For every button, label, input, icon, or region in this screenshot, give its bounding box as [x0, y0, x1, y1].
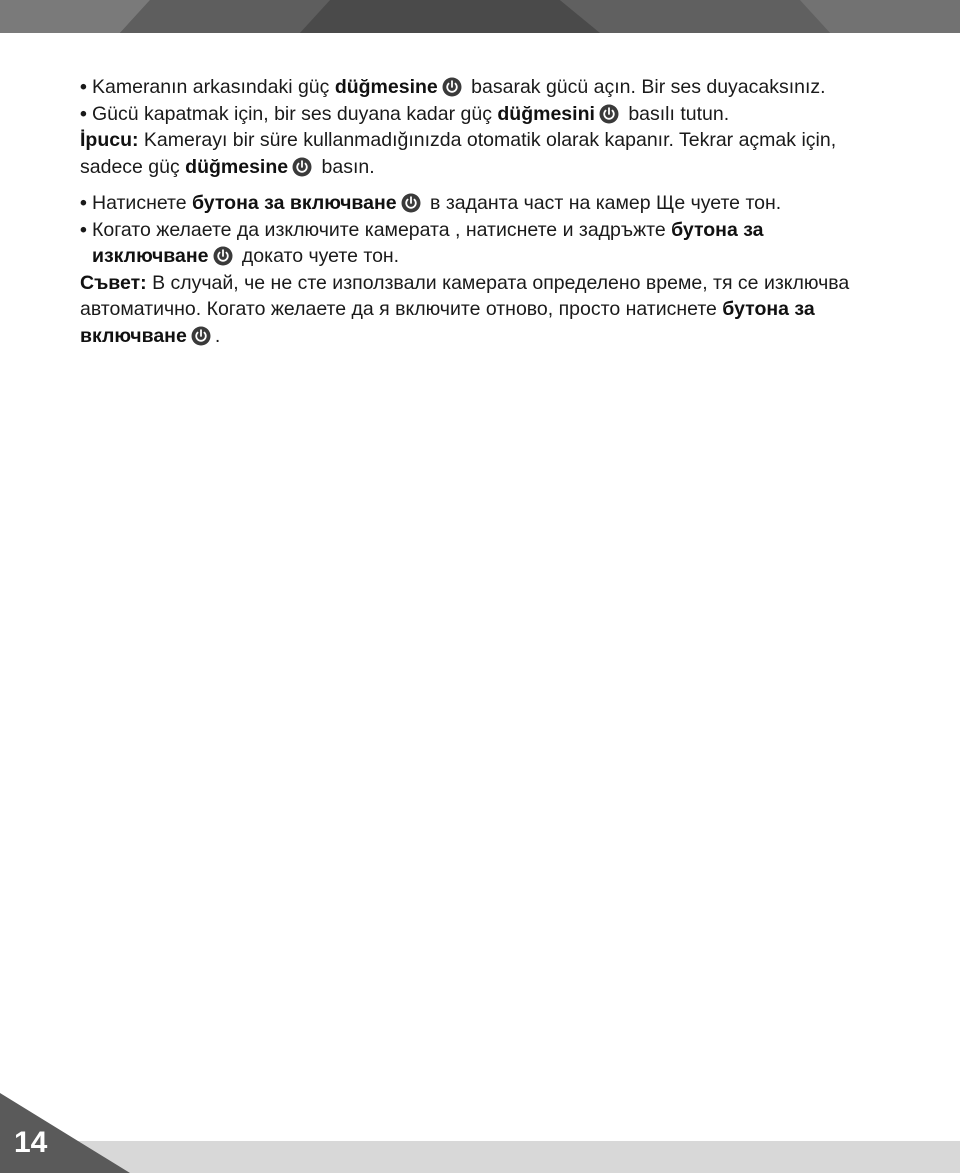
- tr-b1-text: Kameranın arkasındaki güç: [92, 76, 335, 98]
- bg-bullet-2-cont: [80, 243, 880, 270]
- power-button-icon: [213, 246, 233, 266]
- tr-tip-text-2: sadece güç: [80, 155, 186, 178]
- header-facets: [0, 0, 960, 33]
- footer-band: [0, 1141, 960, 1173]
- bg-b1-bold: бутона за включване: [192, 192, 397, 214]
- power-button-icon: [191, 326, 211, 346]
- bg-tip-line-3: [80, 323, 880, 350]
- tr-tip-text: Kamerayı bir süre kullanmadığınızda otomatik olarak kapanır. Tekrar açmak için,: [138, 129, 837, 151]
- power-button-icon: [442, 77, 462, 97]
- tr-b2-text: Gücü kapatmak için, bir ses duyana kadar güç: [92, 102, 498, 125]
- bullet: •: [80, 102, 87, 125]
- bg-bullet-1: [80, 190, 880, 217]
- tr-tip-text-end: basın.: [316, 155, 375, 178]
- bg-tip-bold-2: включване: [80, 324, 187, 347]
- bg-b2-bold: бутона за: [671, 218, 764, 241]
- tr-tip-bold: düğmesine: [185, 155, 289, 178]
- tr-b1-text-end: basarak gücü açın. Bir ses duyacaksınız.: [465, 76, 826, 98]
- bg-b2-text-end: докато чуете тон.: [236, 245, 400, 267]
- power-button-icon: [401, 193, 421, 213]
- bg-b2-text: Когато желаете да изключите камерата , натиснете и задръжте: [92, 218, 672, 241]
- page-number: 14: [14, 1126, 48, 1159]
- tr-tip-line-2: [80, 154, 880, 181]
- bg-tip-label: Съвет:: [80, 271, 147, 294]
- bullet: •: [80, 218, 87, 241]
- bg-b1-text: Натиснете: [92, 192, 193, 214]
- bg-b2-bold-2: изключване: [92, 245, 209, 267]
- bg-tip-text-2: автоматично. Когато желаете да я включите отново, просто натиснете: [80, 298, 723, 320]
- tr-b2-text-end: basılı tutun.: [622, 102, 730, 125]
- tr-bullet-1: [80, 74, 880, 101]
- bullet: •: [80, 192, 87, 214]
- tr-tip-label: İpucu:: [80, 129, 139, 151]
- bullet: •: [80, 76, 87, 98]
- tr-bullet-2: [80, 101, 880, 128]
- bg-tip-line-1: [80, 270, 880, 297]
- header-band: [0, 0, 960, 33]
- tr-b2-bold: düğmesini: [497, 102, 595, 125]
- bg-bullet-2: [80, 217, 880, 244]
- instructions-body: [80, 74, 880, 349]
- power-button-icon: [292, 157, 312, 177]
- bg-b1-text-end: в заданта част на камер Ще чуете тон.: [424, 192, 782, 214]
- tr-tip-line-1: [80, 127, 880, 154]
- bg-tip-text: В случай, че не сте използвали камерата определено време, тя се изключва: [146, 271, 850, 294]
- power-button-icon: [599, 104, 619, 124]
- tr-b1-bold: düğmesine: [334, 76, 438, 98]
- bg-tip-bold: бутона за: [722, 298, 815, 320]
- bg-tip-line-2: [80, 296, 880, 323]
- bg-tip-text-end: .: [214, 324, 221, 347]
